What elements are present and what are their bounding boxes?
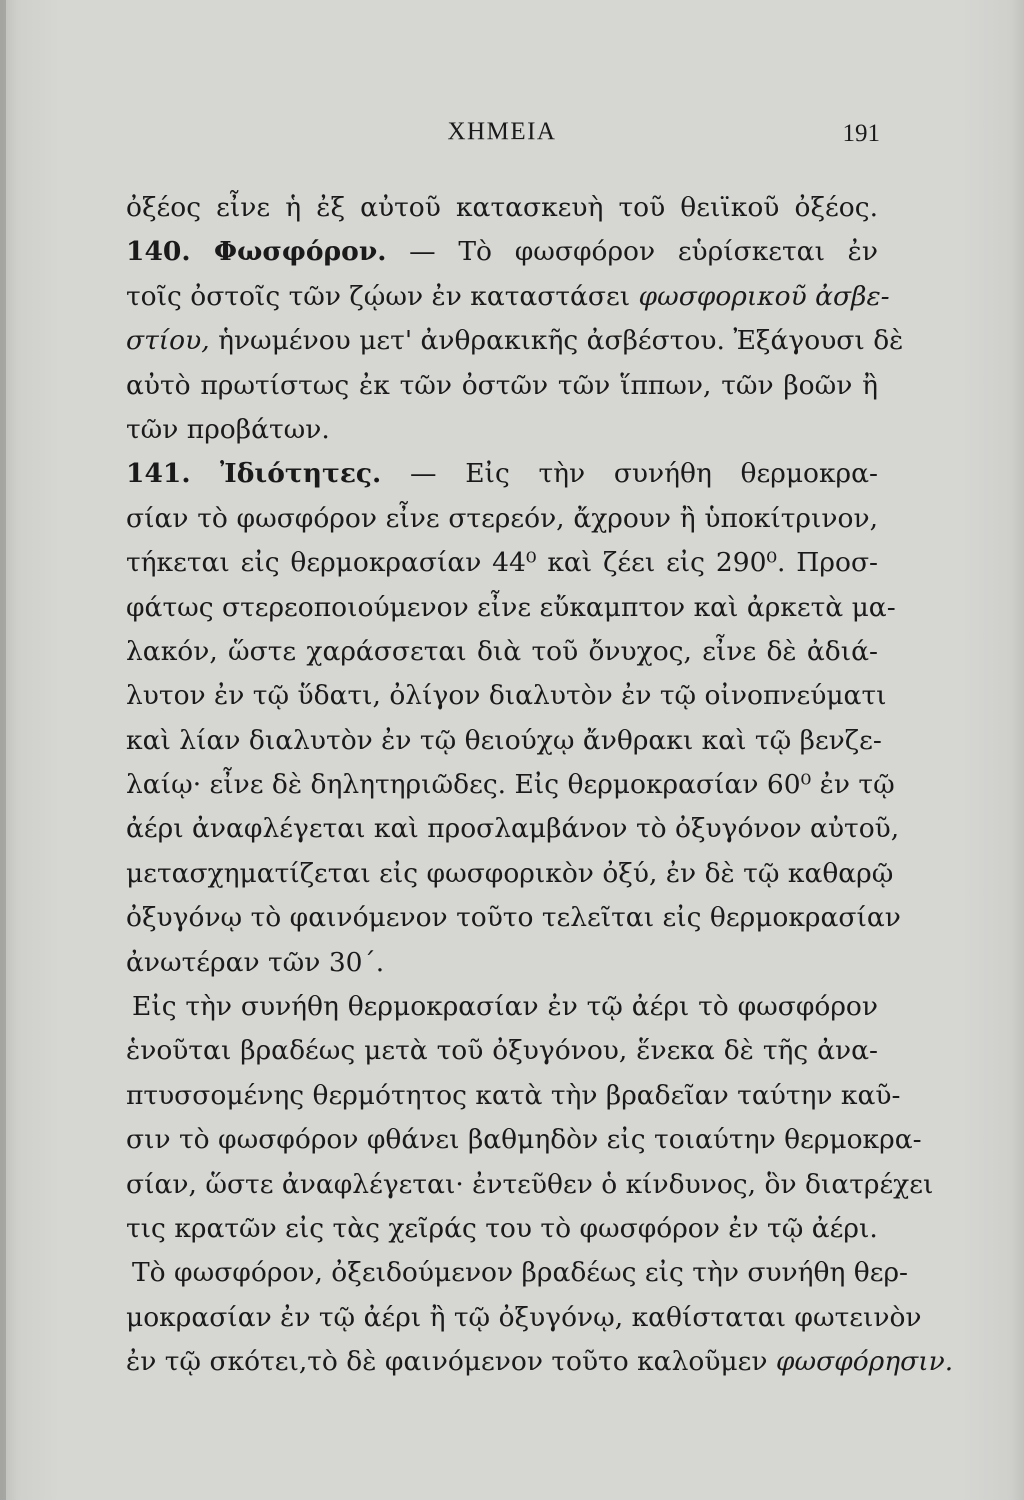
text-line: καὶ λίαν διαλυτὸν ἐν τῷ θειούχῳ ἄνθρακι καὶ τῷ βενζε- bbox=[126, 724, 882, 756]
line-text: — Εἰς τὴν συνήθη θερμοκρα- bbox=[381, 458, 878, 490]
text-line: ἑνοῦται βραδέως μετὰ τοῦ ὀξυγόνου, ἕνεκα δὲ τῆς ἀνα- bbox=[126, 1035, 878, 1067]
text-line: σίαν τὸ φωσφόρον εἶνε στερεόν, ἄχρουν ἢ ὑποκίτρινον, bbox=[126, 502, 878, 534]
text-line: ὀξυγόνῳ τὸ φαινόμενον τοῦτο τελεῖται εἰς θερμοκρασίαν bbox=[126, 902, 901, 934]
italic-term: στίου, bbox=[126, 325, 210, 357]
text-line bbox=[126, 230, 878, 274]
text-line: σίαν, ὥστε ἀναφλέγεται· ἐντεῦθεν ὁ κίνδυνος, ὃν διατρέχει bbox=[126, 1168, 934, 1200]
line-text: ἡνωμένου μετ' ἀνθρακικῆς ἀσβέστου. Ἐξάγουσι δὲ bbox=[209, 325, 904, 357]
section-heading-141: 141. Ἰδιότητες. bbox=[126, 458, 382, 490]
text-line: σιν τὸ φωσφόρον φθάνει βαθμηδὸν εἰς τοιαύτην θερμοκρα- bbox=[126, 1124, 922, 1156]
line-text: — Τὸ φωσφόρον εὑρίσκεται ἐν bbox=[386, 236, 878, 268]
text-line: αὐτὸ πρωτίστως ἐκ τῶν ὀστῶν τῶν ἵππων, τῶν βοῶν ἢ bbox=[126, 369, 878, 401]
line-text: ἐν τῷ σκότει,τὸ δὲ φαινόμενον τοῦτο καλοῦμεν bbox=[126, 1346, 776, 1378]
page-edge bbox=[0, 0, 6, 1500]
text-line: Τὸ φωσφόρον, ὀξειδούμενον βραδέως εἰς τὴν συνήθη θερ- bbox=[132, 1257, 909, 1289]
text-line: ἀέρι ἀναφλέγεται καὶ προσλαμβάνον τὸ ὀξυγόνον αὐτοῦ, bbox=[126, 813, 900, 845]
line-text: τοῖς ὀστοῖς τῶν ζῴων ἐν καταστάσει bbox=[126, 280, 639, 312]
italic-term: φωσφόρησιν. bbox=[775, 1346, 954, 1378]
text-line: λυτον ἐν τῷ ὕδατι, ὀλίγον διαλυτὸν ἐν τῷ οἰνοπνεύματι bbox=[126, 680, 887, 712]
text-line: πτυσσομένης θερμότητος κατὰ τὴν βραδεῖαν ταύτην καῦ- bbox=[126, 1079, 901, 1111]
running-head bbox=[126, 118, 878, 158]
text-line bbox=[126, 319, 904, 363]
text-line bbox=[126, 1340, 954, 1384]
text-line bbox=[126, 275, 890, 319]
text-line bbox=[126, 452, 878, 496]
running-title: ΧΗΜΕΙΑ bbox=[447, 118, 557, 145]
text-line: τήκεται εἰς θερμοκρασίαν 44⁰ καὶ ζέει εἰς 290⁰. Προσ- bbox=[126, 547, 878, 579]
italic-term: φωσφορικοῦ ἀσβε- bbox=[638, 280, 890, 312]
text-line: ὀξέος εἶνε ἡ ἐξ αὐτοῦ κατασκευὴ τοῦ θειϊκοῦ ὀξέος. bbox=[126, 192, 878, 223]
text-line: τῶν προβάτων. bbox=[126, 413, 330, 445]
body-text bbox=[126, 186, 954, 1385]
section-heading-140: 140. Φωσφόρον. bbox=[126, 236, 387, 268]
text-line: τις κρατῶν εἰς τὰς χεῖράς του τὸ φωσφόρον ἐν τῷ ἀέρι. bbox=[126, 1212, 878, 1244]
page-number: 191 bbox=[842, 120, 880, 147]
text-line: λαίῳ· εἶνε δὲ δηλητηριῶδες. Εἰς θερμοκρασίαν 60⁰ ἐν τῷ bbox=[126, 769, 895, 801]
text-line: μοκρασίαν ἐν τῷ ἀέρι ἢ τῷ ὀξυγόνῳ, καθίσταται φωτεινὸν bbox=[126, 1301, 922, 1333]
text-line: ἀνωτέραν τῶν 30΄. bbox=[126, 946, 385, 978]
text-line: Εἰς τὴν συνήθη θερμοκρασίαν ἐν τῷ ἀέρι τὸ φωσφόρον bbox=[132, 991, 878, 1023]
text-line: μετασχηματίζεται εἰς φωσφορικὸν ὀξύ, ἐν δὲ τῷ καθαρῷ bbox=[126, 857, 894, 889]
text-line: φάτως στερεοποιούμενον εἶνε εὔκαμπτον καὶ ἀρκετὰ μα- bbox=[126, 591, 896, 623]
text-line: λακόν, ὥστε χαράσσεται διὰ τοῦ ὄνυχος, εἶνε δὲ ἀδιά- bbox=[126, 635, 878, 667]
